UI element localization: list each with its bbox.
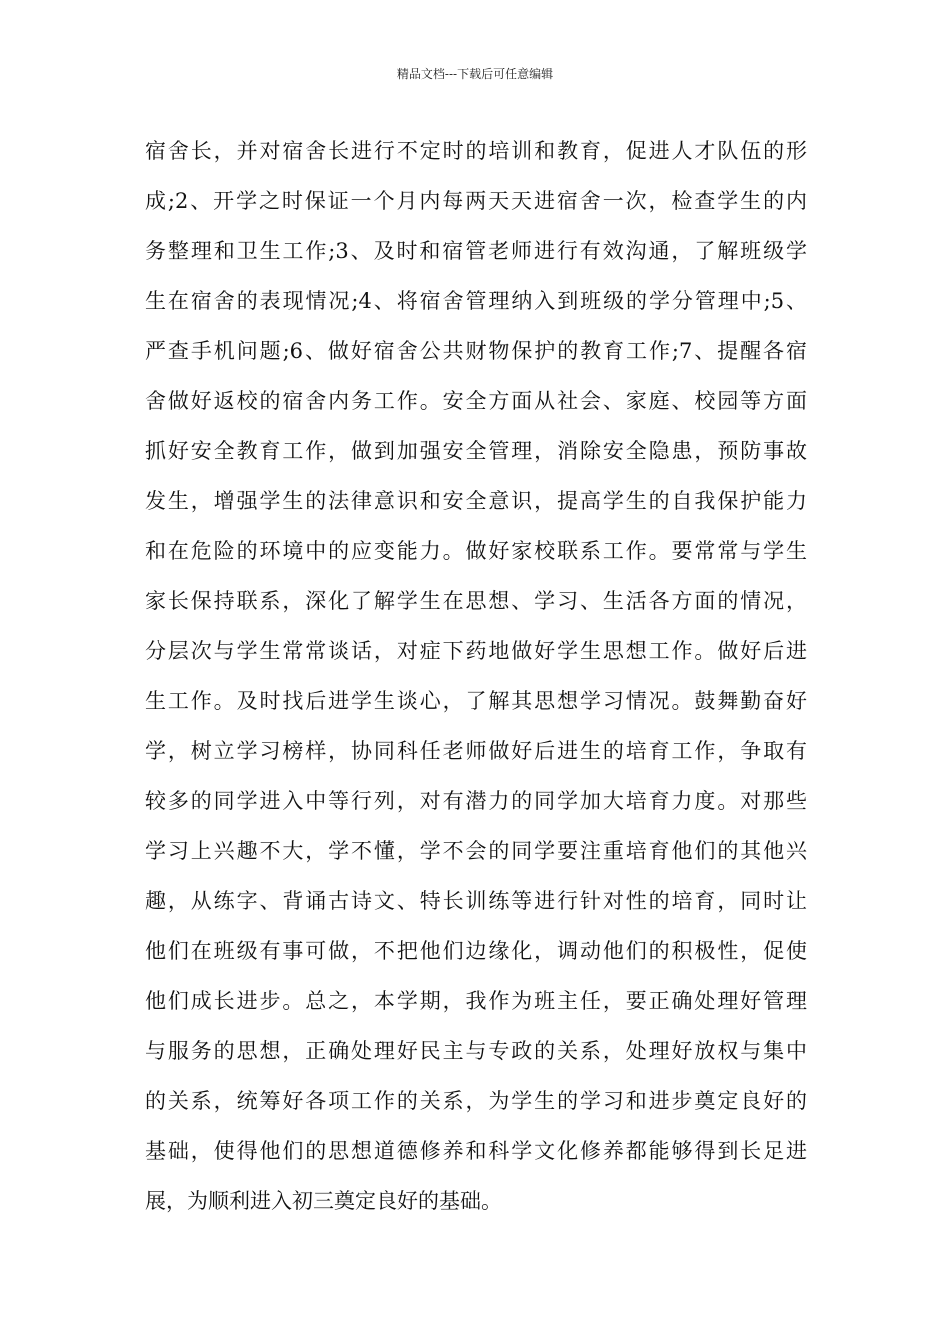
page-header: 精品文档---下载后可任意编辑 (396, 67, 554, 81)
text-line: 生工作。及时找后进学生谈心，了解其思想学习情况。鼓舞勤奋好 (145, 689, 807, 713)
text-line: 学，树立学习榜样，协同科任老师做好后进生的培育工作，争取有 (145, 739, 807, 763)
body-text (145, 126, 807, 1226)
text-line: 与服务的思想，正确处理好民主与专政的关系，处理好放权与集中 (145, 1039, 807, 1063)
text-line: 发生，增强学生的法律意识和安全意识，提高学生的自我保护能力 (145, 489, 807, 513)
text-line: 学习上兴趣不大，学不懂，学不会的同学要注重培育他们的其他兴 (145, 839, 807, 863)
text-line: 他们成长进步。总之，本学期，我作为班主任，要正确处理好管理 (145, 989, 807, 1013)
text-line: 他们在班级有事可做，不把他们边缘化，调动他们的积极性，促使 (145, 939, 807, 963)
text-line: 展，为顺利进入初三奠定良好的基础。 (145, 1189, 502, 1213)
text-line: 趣，从练字、背诵古诗文、特长训练等进行针对性的培育，同时让 (145, 889, 807, 913)
text-line: 基础，使得他们的思想道德修养和科学文化修养都能够得到长足进 (145, 1139, 807, 1163)
text-line: 严查手机问题;6、做好宿舍公共财物保护的教育工作;7、提醒各宿 (145, 339, 807, 363)
text-line: 务整理和卫生工作;3、及时和宿管老师进行有效沟通，了解班级学 (145, 239, 807, 263)
text-line: 的关系，统筹好各项工作的关系，为学生的学习和进步奠定良好的 (145, 1089, 807, 1113)
text-line: 成;2、开学之时保证一个月内每两天天进宿舍一次，检查学生的内 (145, 189, 807, 213)
text-line: 宿舍长，并对宿舍长进行不定时的培训和教育，促进人才队伍的形 (145, 139, 807, 163)
text-line: 舍做好返校的宿舍内务工作。安全方面从社会、家庭、校园等方面 (145, 389, 807, 413)
text-line: 家长保持联系，深化了解学生在思想、学习、生活各方面的情况， (145, 589, 807, 613)
text-line: 和在危险的环境中的应变能力。做好家校联系工作。要常常与学生 (145, 539, 807, 563)
text-line: 分层次与学生常常谈话，对症下药地做好学生思想工作。做好后进 (145, 639, 807, 663)
text-line: 抓好安全教育工作，做到加强安全管理，消除安全隐患，预防事故 (145, 439, 807, 463)
text-line: 生在宿舍的表现情况;4、将宿舍管理纳入到班级的学分管理中;5、 (145, 289, 807, 313)
text-line: 较多的同学进入中等行列，对有潜力的同学加大培育力度。对那些 (145, 789, 807, 813)
